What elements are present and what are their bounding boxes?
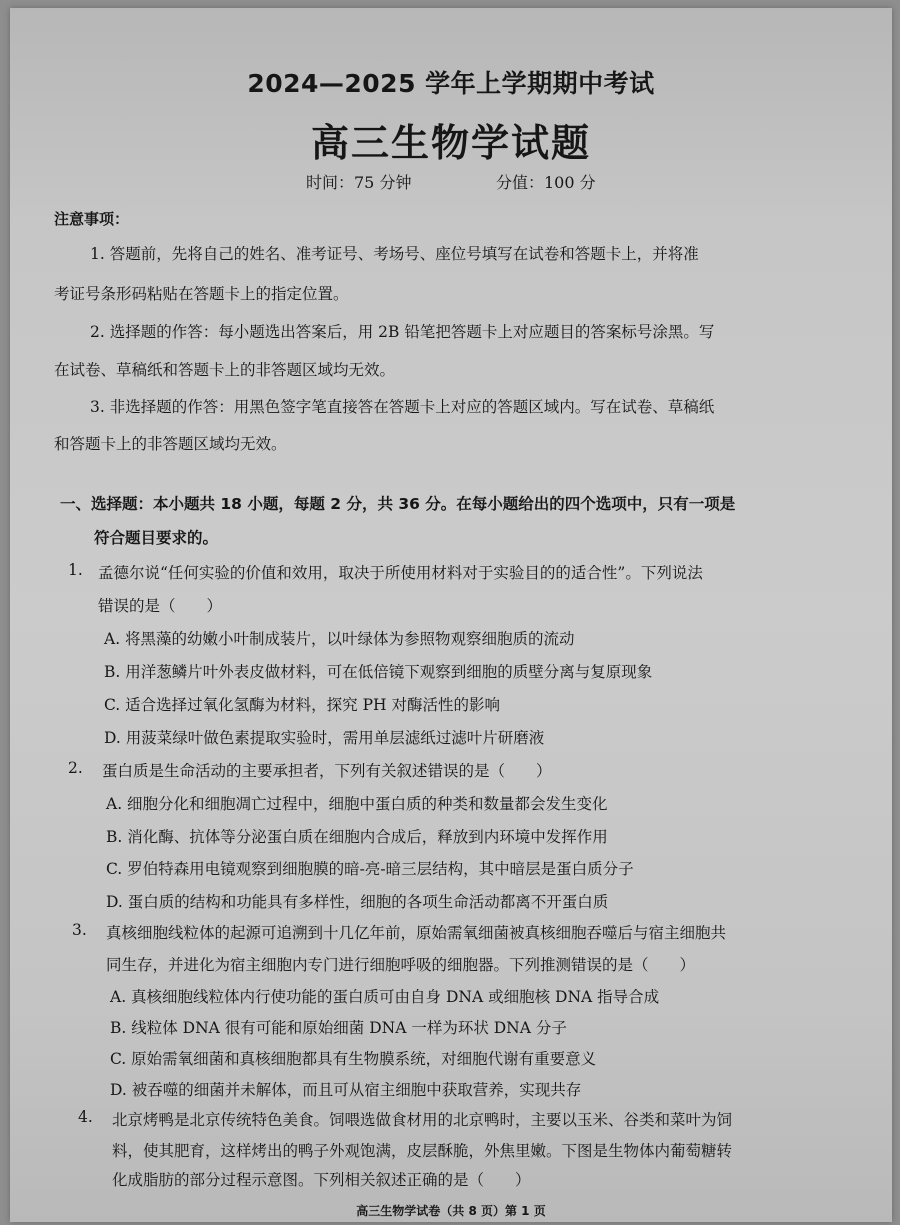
section-heading-cont: 符合题目要求的。	[94, 529, 219, 547]
question-stem: 真核细胞线粒体的起源可追溯到十几亿年前，原始需氧细菌被真核细胞吞噬后与宿主细胞共	[106, 924, 727, 942]
question-number: 2.	[68, 759, 83, 777]
question-number: 1.	[68, 561, 83, 579]
notes-line: 1. 答题前，先将自己的姓名、准考证号、考场号、座位号填写在试卷和答题卡上，并将准	[90, 245, 699, 263]
exam-time: 时间：75 分钟	[306, 173, 412, 192]
question-stem: 化成脂肪的部分过程示意图。下列相关叙述正确的是（ ）	[112, 1171, 531, 1189]
notes-line: 考证号条形码粘贴在答题卡上的指定位置。	[54, 285, 349, 303]
question-number: 3.	[72, 921, 87, 939]
question-stem: 同生存，并进化为宿主细胞内专门进行细胞呼吸的细胞器。下列推测错误的是（ ）	[106, 956, 696, 974]
question-stem: 料，使其肥育，这样烤出的鸭子外观饱满，皮层酥脆，外焦里嫩。下图是生物体内葡萄糖转	[112, 1142, 733, 1160]
exam-page	[10, 8, 892, 1222]
notes-heading: 注意事项：	[54, 210, 130, 228]
exam-score: 分值：100 分	[496, 173, 596, 192]
question-stem: 孟德尔说“任何实验的价值和效用，取决于所使用材料对于实验目的的适合性”。下列说法	[98, 564, 703, 582]
question-option: B. 用洋葱鳞片叶外表皮做材料，可在低倍镜下观察到细胞的质壁分离与复原现象	[104, 663, 653, 681]
notes-line: 在试卷、草稿纸和答题卡上的非答题区域均无效。	[54, 361, 396, 379]
question-option: B. 消化酶、抗体等分泌蛋白质在细胞内合成后，释放到内环境中发挥作用	[106, 828, 608, 846]
notes-line: 2. 选择题的作答：每小题选出答案后，用 2B 铅笔把答题卡上对应题目的答案标号涂黑。写	[90, 323, 715, 341]
section-heading: 一、选择题：本小题共 18 小题，每题 2 分，共 36 分。在每小题给出的四个选项中，只有一项是	[60, 495, 736, 513]
question-option: A. 细胞分化和细胞凋亡过程中，细胞中蛋白质的种类和数量都会发生变化	[106, 795, 608, 813]
question-option: C. 原始需氧细菌和真核细胞都具有生物膜系统，对细胞代谢有重要意义	[110, 1050, 597, 1068]
question-option: B. 线粒体 DNA 很有可能和原始细菌 DNA 一样为环状 DNA 分子	[110, 1019, 567, 1037]
question-option: D. 用菠菜绿叶做色素提取实验时，需用单层滤纸过滤叶片研磨液	[104, 729, 545, 747]
exam-title: 2024—2025 学年上学期期中考试	[247, 69, 655, 98]
question-option: A. 将黑藻的幼嫩小叶制成装片，以叶绿体为参照物观察细胞质的流动	[104, 630, 575, 648]
question-stem: 错误的是（ ）	[98, 597, 223, 615]
notes-line: 3. 非选择题的作答：用黑色签字笔直接答在答题卡上对应的答题区域内。写在试卷、草稿纸	[90, 398, 715, 416]
page-footer: 高三生物学试卷（共 8 页）第 1 页	[356, 1204, 546, 1218]
notes-line: 和答题卡上的非答题区域均无效。	[54, 435, 287, 453]
question-option: A. 真核细胞线粒体内行使功能的蛋白质可由自身 DNA 或细胞核 DNA 指导合成	[110, 988, 660, 1006]
question-stem: 北京烤鸭是北京传统特色美食。饲喂选做食材用的北京鸭时，主要以玉米、谷类和菜叶为饲	[112, 1111, 733, 1129]
question-option: D. 被吞噬的细菌并未解体，而且可从宿主细胞中获取营养，实现共存	[110, 1081, 582, 1099]
main-title: 高三生物学试题	[310, 121, 591, 165]
question-option: D. 蛋白质的结构和功能具有多样性，细胞的各项生命活动都离不开蛋白质	[106, 893, 609, 911]
question-stem: 蛋白质是生命活动的主要承担者，下列有关叙述错误的是（ ）	[102, 762, 552, 780]
question-number: 4.	[78, 1108, 93, 1126]
question-option: C. 适合选择过氧化氢酶为材料，探究 PH 对酶活性的影响	[104, 696, 500, 714]
question-option: C. 罗伯特森用电镜观察到细胞膜的暗-亮-暗三层结构，其中暗层是蛋白质分子	[106, 860, 634, 878]
